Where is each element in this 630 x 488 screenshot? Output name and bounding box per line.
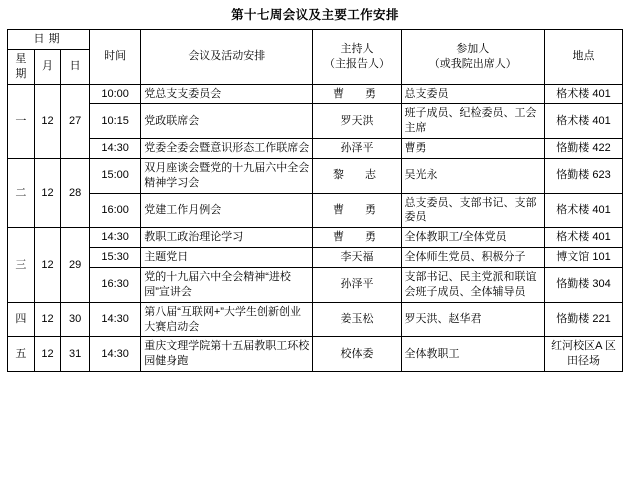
cell-attend: 支部书记、民主党派和联谊会班子成员、全体辅导员 — [401, 267, 544, 302]
header-time: 时间 — [89, 30, 140, 85]
table-row — [8, 193, 623, 228]
cell-attend: 总支委员 — [401, 84, 544, 104]
cell-week: 三 — [8, 228, 35, 302]
cell-attend: 全体师生党员、积极分子 — [401, 248, 544, 268]
cell-day: 28 — [61, 158, 90, 227]
cell-month: 12 — [34, 228, 61, 302]
cell-place: 恪勤楼 422 — [545, 139, 623, 159]
cell-attend: 全体教职工/全体党员 — [401, 228, 544, 248]
cell-host: 孙泽平 — [313, 139, 401, 159]
header-host-line1: 主持人 — [340, 42, 374, 55]
cell-attend: 班子成员、纪检委员、工会主席 — [401, 104, 544, 139]
cell-host: 黎 志 — [313, 158, 401, 193]
cell-month: 12 — [34, 84, 61, 158]
cell-time: 14:30 — [89, 337, 140, 372]
cell-day: 27 — [61, 84, 90, 158]
cell-time: 15:30 — [89, 248, 140, 268]
header-week: 星 期 — [8, 49, 35, 84]
cell-place: 恪勤楼 221 — [545, 302, 623, 337]
cell-event: 教职工政治理论学习 — [141, 228, 313, 248]
cell-place: 格术楼 401 — [545, 104, 623, 139]
table-row — [8, 158, 623, 193]
table-row — [8, 228, 623, 248]
cell-place: 恪勤楼 304 — [545, 267, 623, 302]
header-attend-line1: 参加人 — [456, 42, 490, 55]
cell-attend: 总支委员、支部书记、支部委员 — [401, 193, 544, 228]
header-date-group: 日期 — [8, 30, 90, 50]
page-title: 第十七周会议及主要工作安排 — [231, 8, 399, 22]
cell-host: 罗天洪 — [313, 104, 401, 139]
cell-week: 一 — [8, 84, 35, 158]
cell-host: 姜玉松 — [313, 302, 401, 337]
cell-host: 李天福 — [313, 248, 401, 268]
header-place: 地点 — [545, 30, 623, 85]
header-month: 月 — [34, 49, 61, 84]
table-row — [8, 302, 623, 337]
cell-event: 重庆文理学院第十五届教职工环校园健身跑 — [141, 337, 313, 372]
cell-place: 红河校区A 区田径场 — [545, 337, 623, 372]
cell-month: 12 — [34, 158, 61, 227]
table-row — [8, 84, 623, 104]
table-row — [8, 139, 623, 159]
cell-week: 二 — [8, 158, 35, 227]
header-attend-line2: （或我院出席人） — [428, 57, 517, 70]
cell-host: 校体委 — [313, 337, 401, 372]
cell-month: 12 — [34, 302, 61, 337]
cell-place: 恪勤楼 623 — [545, 158, 623, 193]
cell-host: 曹 勇 — [313, 228, 401, 248]
cell-place: 格术楼 401 — [545, 228, 623, 248]
cell-place: 格术楼 401 — [545, 84, 623, 104]
header-host-line2: （主报告人） — [323, 57, 390, 70]
header-host — [313, 30, 401, 85]
cell-event: 党的十九届六中全会精神“进校园”宣讲会 — [141, 267, 313, 302]
cell-week: 四 — [8, 302, 35, 337]
cell-host: 孙泽平 — [313, 267, 401, 302]
cell-time: 16:00 — [89, 193, 140, 228]
cell-attend: 罗天洪、赵华君 — [401, 302, 544, 337]
cell-event: 党政联席会 — [141, 104, 313, 139]
table-row — [8, 267, 623, 302]
table-row — [8, 337, 623, 372]
cell-month: 12 — [34, 337, 61, 372]
cell-time: 16:30 — [89, 267, 140, 302]
header-event: 会议及活动安排 — [141, 30, 313, 85]
cell-day: 30 — [61, 302, 90, 337]
header-day: 日 — [61, 49, 90, 84]
cell-time: 14:30 — [89, 139, 140, 159]
cell-time: 14:30 — [89, 302, 140, 337]
cell-event: 双月座谈会暨党的十九届六中全会精神学习会 — [141, 158, 313, 193]
cell-time: 14:30 — [89, 228, 140, 248]
cell-event: 党委全委会暨意识形态工作联席会 — [141, 139, 313, 159]
cell-day: 31 — [61, 337, 90, 372]
cell-time: 10:00 — [89, 84, 140, 104]
table-row — [8, 248, 623, 268]
cell-event: 第八届“互联网+”大学生创新创业大赛启动会 — [141, 302, 313, 337]
cell-place: 格术楼 401 — [545, 193, 623, 228]
cell-time: 15:00 — [89, 158, 140, 193]
cell-event: 党总支支委员会 — [141, 84, 313, 104]
cell-week: 五 — [8, 337, 35, 372]
table-header-row-1 — [8, 30, 623, 50]
cell-event: 主题党日 — [141, 248, 313, 268]
cell-time: 10:15 — [89, 104, 140, 139]
cell-attend: 曹勇 — [401, 139, 544, 159]
cell-attend: 全体教职工 — [401, 337, 544, 372]
cell-event: 党建工作月例会 — [141, 193, 313, 228]
schedule-table — [7, 29, 623, 372]
cell-attend: 吴光永 — [401, 158, 544, 193]
cell-host: 曹 勇 — [313, 193, 401, 228]
cell-place: 博文馆 101 — [545, 248, 623, 268]
cell-day: 29 — [61, 228, 90, 302]
cell-host: 曹 勇 — [313, 84, 401, 104]
header-attend — [401, 30, 544, 85]
table-row — [8, 104, 623, 139]
